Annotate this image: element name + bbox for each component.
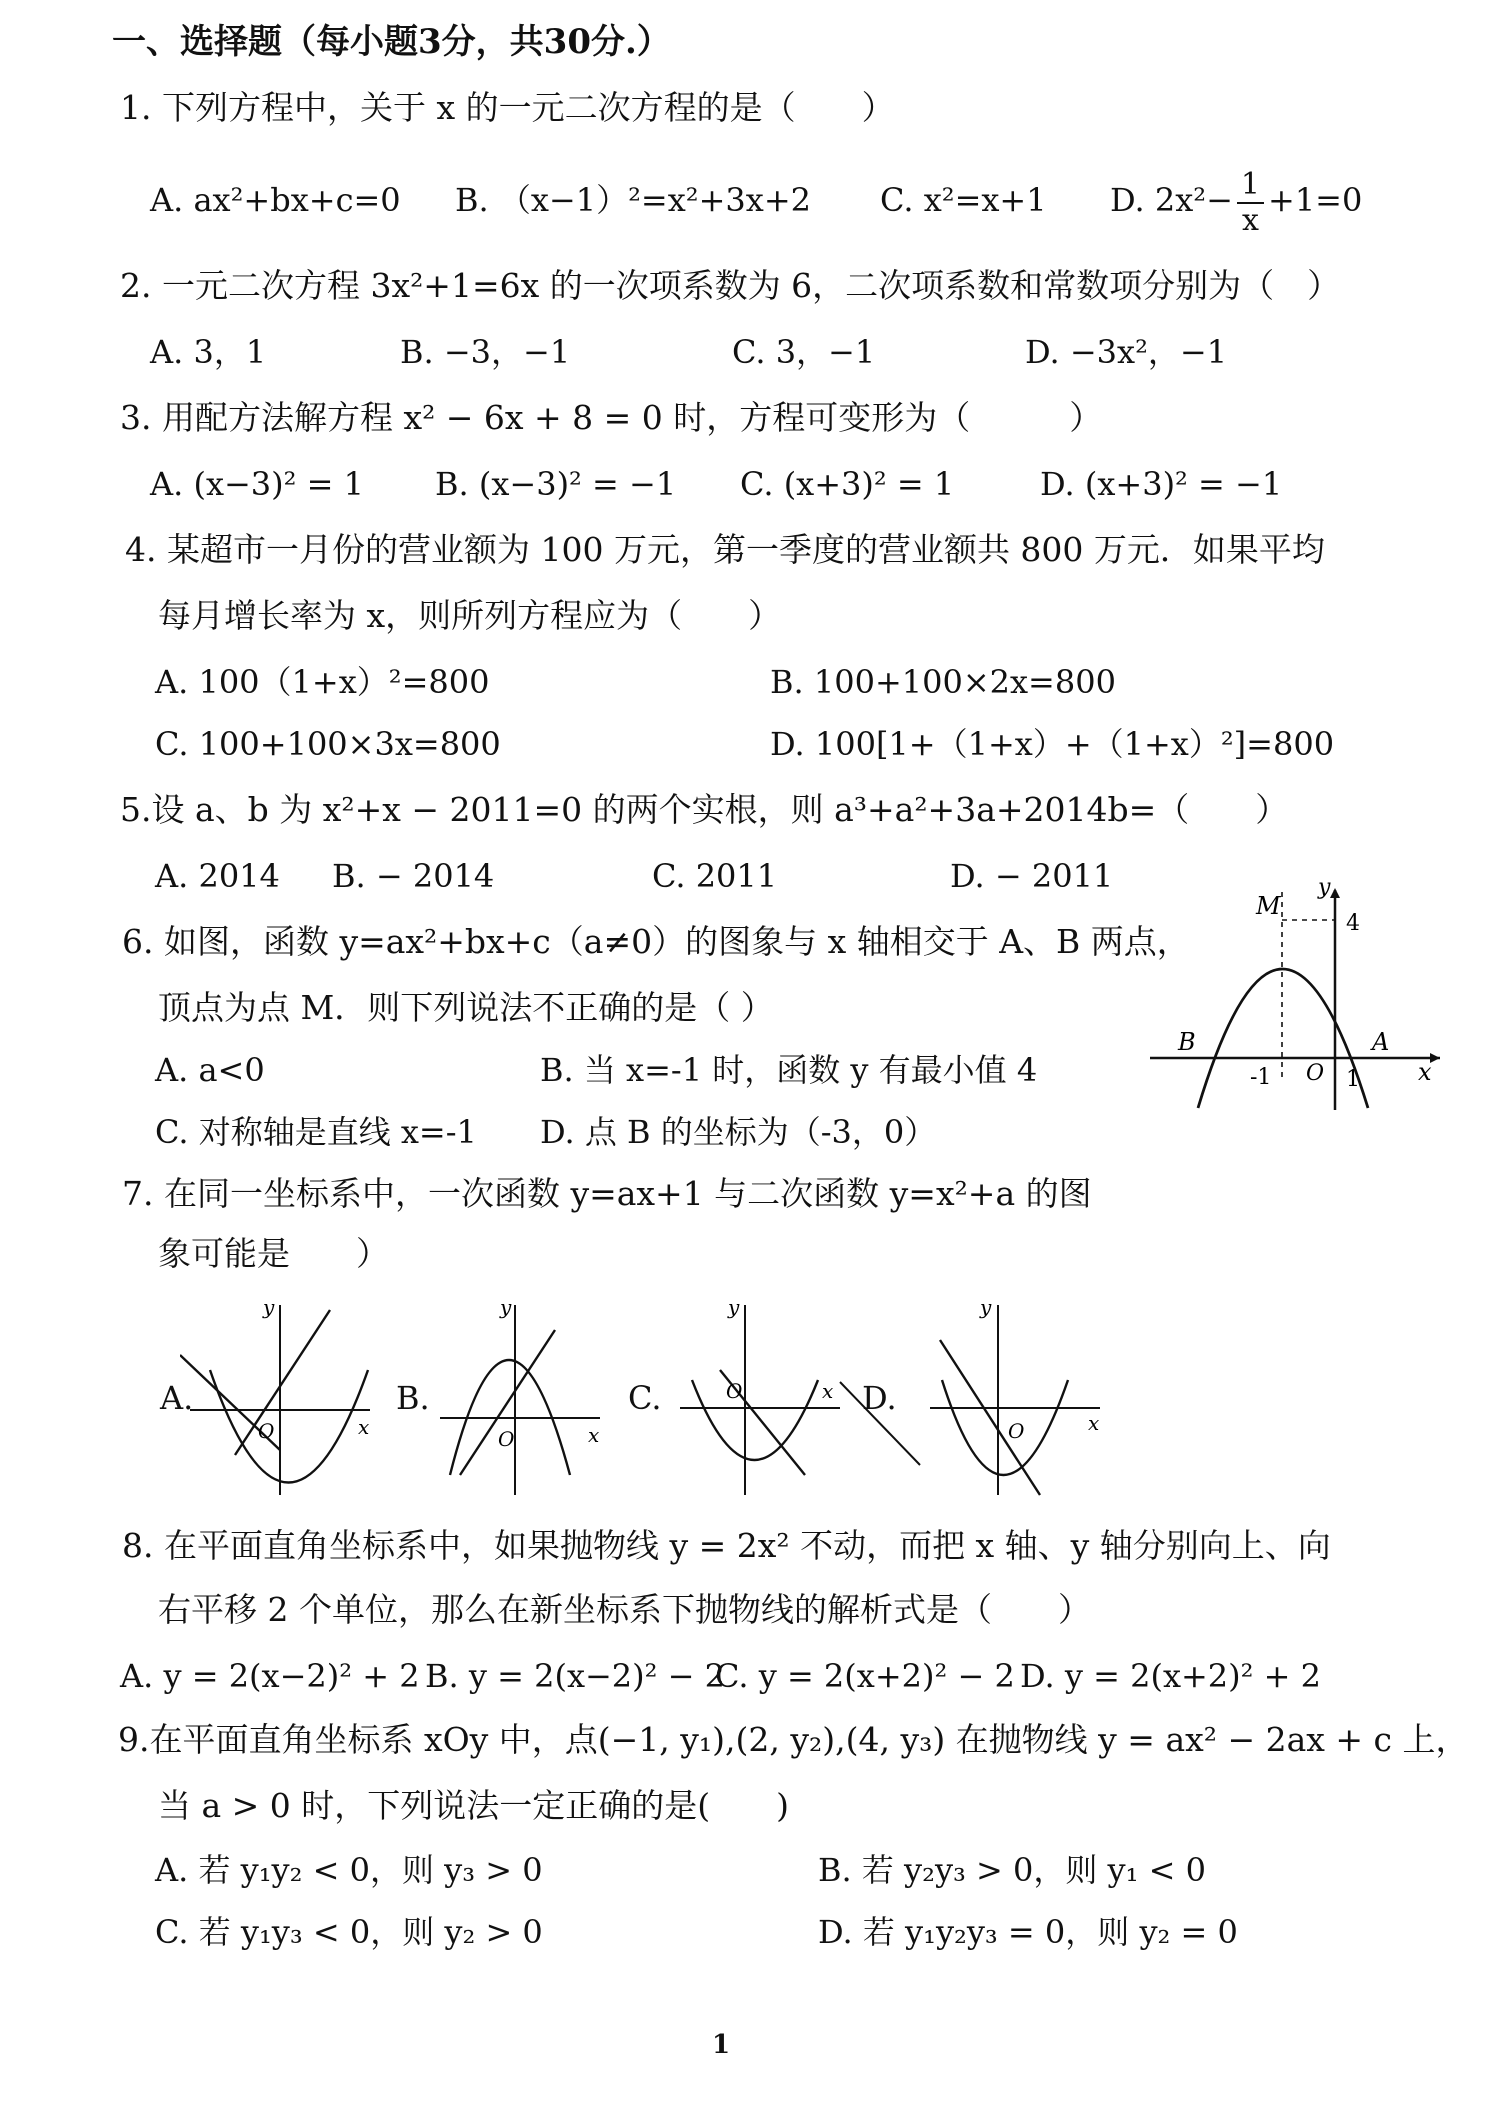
q6-stem-line1: 6. 如图，函数 y=ax²+bx+c（a≠0）的图象与 x 轴相交于 A、B 两点，: [122, 922, 1190, 961]
q5-option-d: D. − 2011: [950, 857, 1114, 895]
q7-graph-c: [670, 1300, 850, 1500]
q1-fraction-denominator: x: [1241, 202, 1259, 238]
q6-label-O: O: [1306, 1061, 1325, 1086]
q1-fraction: [1237, 168, 1264, 238]
q8-stem-line2: 右平移 2 个单位，那么在新坐标系下抛物线的解析式是（ ）: [158, 1590, 1091, 1629]
q7d-origin-label: O: [1008, 1419, 1025, 1443]
q8-option-a: A. y = 2(x−2)² + 2: [120, 1657, 420, 1695]
q1-option-b: B. （x−1）²=x²+3x+2: [455, 181, 811, 219]
q7b-axis-x-label: x: [588, 1423, 600, 1447]
q3-option-b: B. (x−3)² = −1: [435, 465, 677, 503]
q1-option-c: C. x²=x+1: [880, 181, 1047, 219]
q6-stem-line2: 顶点为点 M．则下列说法不正确的是（ ）: [158, 988, 774, 1027]
q1-option-a: A. ax²+bx+c=0: [150, 181, 401, 219]
q3-option-c: C. (x+3)² = 1: [740, 465, 955, 503]
q7b-axis-y-label: y: [500, 1300, 512, 1319]
q7-label-d: D.: [862, 1379, 897, 1417]
q9-option-b: B. 若 y₂y₃ > 0，则 y₁ < 0: [818, 1851, 1206, 1889]
q9-stem-line2: 当 a > 0 时，下列说法一定正确的是( ): [158, 1786, 790, 1825]
q8-stem-line1: 8. 在平面直角坐标系中，如果抛物线 y = 2x² 不动，而把 x 轴、y 轴分别向上、向: [122, 1526, 1331, 1565]
q7d-axis-x-label: x: [1088, 1411, 1100, 1435]
q7-graph-b: [430, 1300, 610, 1500]
q1-option-d-post: +1=0: [1268, 181, 1363, 219]
q6-label-B: B: [1178, 1028, 1196, 1056]
q7c-parabola: [692, 1380, 818, 1460]
q7b-origin-label: O: [498, 1427, 515, 1451]
q5-option-c: C. 2011: [652, 857, 778, 895]
q4-option-b: B. 100+100×2x=800: [770, 663, 1116, 701]
q4-stem-line2: 每月增长率为 x，则所列方程应为（ ）: [158, 596, 782, 635]
q1-stem: 1. 下列方程中，关于 x 的一元二次方程的是（ ）: [120, 88, 895, 127]
q6-label-M: M: [1256, 892, 1281, 920]
q7c-axis-x-label: x: [822, 1379, 834, 1403]
q7b-line: [460, 1330, 555, 1475]
page-number: 1: [712, 2030, 731, 2060]
q1-option-d-pre: D. 2x²−: [1110, 181, 1233, 219]
q6-label-x: x: [1418, 1058, 1432, 1086]
q3-option-d: D. (x+3)² = −1: [1040, 465, 1283, 503]
q2-stem: 2. 一元二次方程 3x²+1=6x 的一次项系数为 6，二次项系数和常数项分别为（ ）: [120, 266, 1341, 305]
q9-option-c: C. 若 y₁y₃ < 0，则 y₂ > 0: [155, 1913, 543, 1951]
q7-stem-line1: 7. 在同一坐标系中，一次函数 y=ax+1 与二次函数 y=x²+a 的图: [122, 1174, 1092, 1213]
q6-parabola-curve: [1198, 969, 1368, 1108]
q3-stem: 3. 用配方法解方程 x² − 6x + 8 = 0 时，方程可变形为（ ）: [120, 398, 1103, 437]
q8-option-b: B. y = 2(x−2)² − 2: [425, 1657, 725, 1695]
q2-option-d: D. −3x²，−1: [1025, 333, 1228, 371]
q7-label-c: C.: [628, 1379, 662, 1417]
q6-label-neg1: -1: [1250, 1065, 1272, 1090]
q6-option-b: B. 当 x=-1 时，函数 y 有最小值 4: [540, 1051, 1038, 1089]
q7a-origin-label: O: [258, 1419, 275, 1443]
q7-label-b: B.: [396, 1379, 430, 1417]
q9-option-d: D. 若 y₁y₂y₃ = 0，则 y₂ = 0: [818, 1913, 1238, 1951]
q7d-parabola: [942, 1380, 1068, 1475]
q2-option-b: B. −3，−1: [400, 333, 571, 371]
q5-stem: 5.设 a、b 为 x²+x − 2011=0 的两个实根，则 a³+a²+3a+2014b=（ ）: [120, 790, 1289, 829]
q7c-origin-label: O: [726, 1379, 743, 1403]
q2-option-c: C. 3，−1: [732, 333, 876, 371]
q1-fraction-numerator: 1: [1237, 168, 1264, 204]
q7c-axis-y-label: y: [728, 1300, 740, 1319]
q4-option-d: D. 100[1+（1+x）+（1+x）²]=800: [770, 725, 1335, 763]
q5-option-b: B. − 2014: [332, 857, 495, 895]
q7a-axis-x-label: x: [358, 1415, 370, 1439]
q6-label-1: 1: [1346, 1067, 1360, 1092]
q7a-parabola: [210, 1370, 368, 1483]
q9-option-a: A. 若 y₁y₂ < 0，则 y₃ > 0: [155, 1851, 543, 1889]
q4-option-a: A. 100（1+x）²=800: [155, 663, 490, 701]
q6-label-4: 4: [1346, 911, 1360, 936]
q6-option-c: C. 对称轴是直线 x=-1: [155, 1113, 477, 1151]
q6-label-A: A: [1372, 1028, 1390, 1056]
q7-graph-a: [180, 1300, 380, 1500]
q6-option-d: D. 点 B 的坐标为（-3，0）: [540, 1113, 937, 1151]
q4-stem-line1: 4. 某超市一月份的营业额为 100 万元，第一季度的营业额共 800 万元．如果平均: [125, 530, 1325, 569]
q7a-axis-y-label: y: [263, 1300, 275, 1319]
q3-option-a: A. (x−3)² = 1: [150, 465, 364, 503]
q9-stem-line1: 9.在平面直角坐标系 xOy 中，点(−1, y₁),(2, y₂),(4, y₃) 在抛物线 y = ax² − 2ax + c 上，: [118, 1720, 1469, 1759]
q2-option-a: A. 3，1: [150, 333, 267, 371]
q7d-axis-y-label: y: [980, 1300, 992, 1319]
q6-option-a: A. a<0: [155, 1051, 265, 1089]
section-title: 一、选择题（每小题3分，共30分.）: [112, 22, 671, 62]
q8-option-d: D. y = 2(x+2)² + 2: [1020, 1657, 1321, 1695]
q7-stem-line2: 象可能是 ）: [158, 1234, 389, 1273]
q6-label-y: y: [1318, 880, 1331, 900]
q1-option-d: [1110, 160, 1362, 240]
q7-graph-d: [830, 1300, 1130, 1500]
q6-parabola-figure: [1150, 880, 1450, 1120]
q8-option-c: C. y = 2(x+2)² − 2: [715, 1657, 1015, 1695]
q7-label-a: A.: [160, 1379, 194, 1417]
q5-option-a: A. 2014: [155, 857, 280, 895]
q4-option-c: C. 100+100×3x=800: [155, 725, 501, 763]
